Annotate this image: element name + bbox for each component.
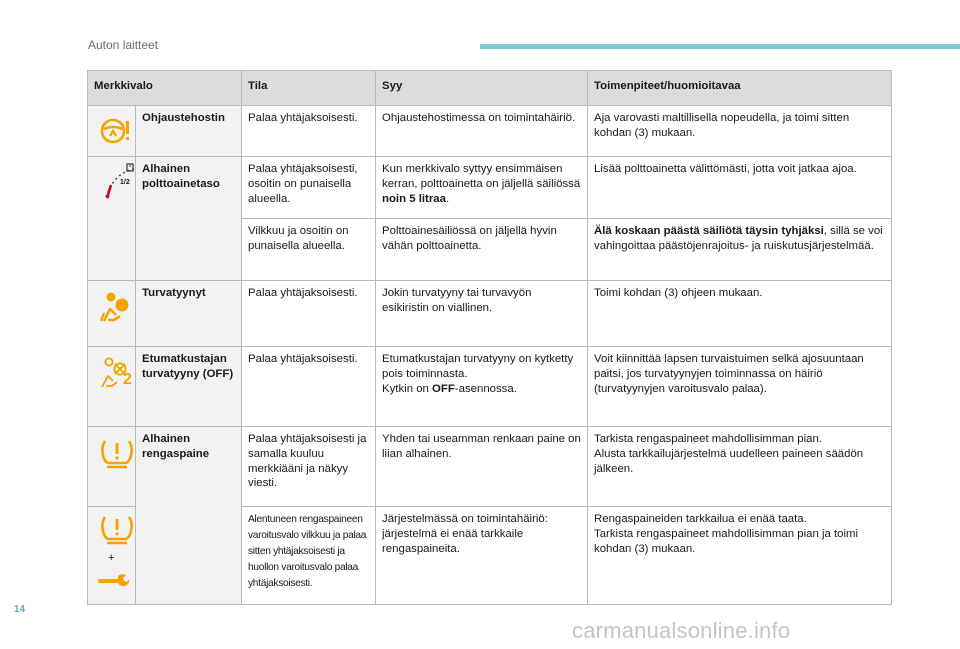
state-cell: Palaa yhtäjaksoisesti.	[242, 281, 376, 347]
cause-emphasis: noin 5 litraa	[382, 192, 446, 205]
icon-cell	[88, 281, 136, 347]
tyre-pressure-icon	[100, 513, 130, 543]
passenger-seat-digit: 2	[123, 371, 132, 388]
table-row	[88, 157, 892, 219]
header-action: Toimenpiteet/huomioitavaa	[588, 71, 892, 106]
table-header-row	[88, 71, 892, 106]
icon-cell	[88, 427, 136, 507]
state-cell: Palaa yhtäjaksoisesti.	[242, 106, 376, 157]
watermark: carmanualsonline.info	[572, 618, 791, 643]
action-emphasis: Älä koskaan päästä säiliötä täysin tyhjäksi	[594, 225, 824, 237]
action-text: , sillä se voi vahingoittaa päästöjenrajoitus- ja ruiskutusjärjestelmää.	[594, 225, 883, 252]
action-line-2: Tarkista rengaspaineet mahdollisimman pian ja toimi kohdan (3) mukaan.	[594, 527, 859, 555]
steering-warning-icon	[100, 116, 130, 146]
passenger-airbag-off-icon	[100, 357, 130, 387]
indicator-name: Ohjaustehostin	[136, 106, 242, 157]
tyre-pressure-icon	[100, 437, 130, 467]
cause-line-2: Kytkin on	[382, 382, 433, 395]
action-cell: Voit kiinnittää lapsen turvaistuimen selkä ajosuuntaan paitsi, jos turvatyynyjen toiminnassa on häiriö (turvatyynyjen varoitusvalo palaa).	[588, 347, 892, 427]
fuel-gauge-half-label: 1/2	[120, 179, 130, 186]
cause-cell: Järjestelmässä on toimintahäiriö: järjestelmä ei enää tarkkaile rengaspaineita.	[376, 507, 588, 605]
plus-sign: +	[108, 552, 115, 564]
page-number: 14	[14, 604, 26, 615]
table-row	[88, 427, 892, 507]
header-indicator: Merkkivalo	[88, 71, 242, 106]
header-accent-bar	[480, 44, 960, 49]
airbag-icon	[100, 291, 130, 321]
section-title: Auton laitteet	[88, 38, 159, 52]
state-cell: Palaa yhtäjaksoisesti.	[242, 347, 376, 427]
header-cause: Syy	[376, 71, 588, 106]
cause-text-end: .	[445, 192, 450, 205]
indicator-name: Etumatkustajan turvatyyny (OFF)	[136, 347, 242, 427]
icon-cell	[88, 347, 136, 427]
cause-cell: Jokin turvatyyny tai turvavyön esikiristin on viallinen.	[376, 281, 588, 347]
action-line-1: Tarkista rengaspaineet mahdollisimman pian.	[594, 433, 822, 445]
icon-cell	[88, 106, 136, 157]
action-cell	[588, 507, 892, 605]
cause-text: Kun merkkivalo syttyy ensimmäisen kerran, polttoainetta on jäljellä säiliössä	[382, 163, 581, 190]
table-row	[88, 106, 892, 157]
state-cell: Alentuneen rengaspaineen varoitusvalo vilkkuu ja palaa sitten yhtäjaksoisesti ja huollon varoitusvalo palaa yhtäjaksoisesti.	[242, 507, 376, 605]
icon-cell	[88, 507, 136, 605]
action-line-1: Rengaspaineiden tarkkailua ei enää taata.	[594, 513, 807, 525]
table-row	[88, 281, 892, 347]
off-emphasis: OFF	[432, 382, 455, 395]
cause-cell: Yhden tai useamman renkaan paine on liian alhainen.	[376, 427, 588, 507]
warning-lights-table	[87, 70, 892, 605]
cause-cell	[376, 157, 588, 219]
cause-cell	[376, 347, 588, 427]
fuel-gauge-icon	[100, 163, 130, 193]
action-line-2: Alusta tarkkailujärjestelmä uudelleen paineen säädön jälkeen.	[594, 447, 864, 475]
action-cell: Aja varovasti maltillisella nopeudella, ja toimi sitten kohdan (3) mukaan.	[588, 106, 892, 157]
action-cell: Toimi kohdan (3) ohjeen mukaan.	[588, 281, 892, 347]
indicator-name: Alhainen rengaspaine	[136, 427, 242, 605]
cause-line-1: Etumatkustajan turvatyyny on kytketty pois toiminnasta.	[382, 353, 574, 380]
action-cell	[588, 427, 892, 507]
icon-cell	[88, 157, 136, 281]
action-cell	[588, 219, 892, 281]
state-cell: Vilkkuu ja osoitin on punaisella alueella.	[242, 219, 376, 281]
wrench-icon	[98, 571, 130, 592]
indicator-name: Turvatyynyt	[136, 281, 242, 347]
state-cell: Palaa yhtäjaksoisesti, osoitin on punaisella alueella.	[242, 157, 376, 219]
header-state: Tila	[242, 71, 376, 106]
action-cell: Lisää polttoainetta välittömästi, jotta voit jatkaa ajoa.	[588, 157, 892, 219]
cause-line-2-end: -asennossa.	[454, 382, 517, 395]
indicator-name: Alhainen polttoainetaso	[136, 157, 242, 281]
table-row	[88, 347, 892, 427]
state-cell: Palaa yhtäjaksoisesti ja samalla kuuluu merkkiääni ja näkyy viesti.	[242, 427, 376, 507]
cause-cell: Polttoainesäiliössä on jäljellä hyvin vähän polttoainetta.	[376, 219, 588, 281]
cause-cell: Ohjaustehostimessa on toimintahäiriö.	[376, 106, 588, 157]
